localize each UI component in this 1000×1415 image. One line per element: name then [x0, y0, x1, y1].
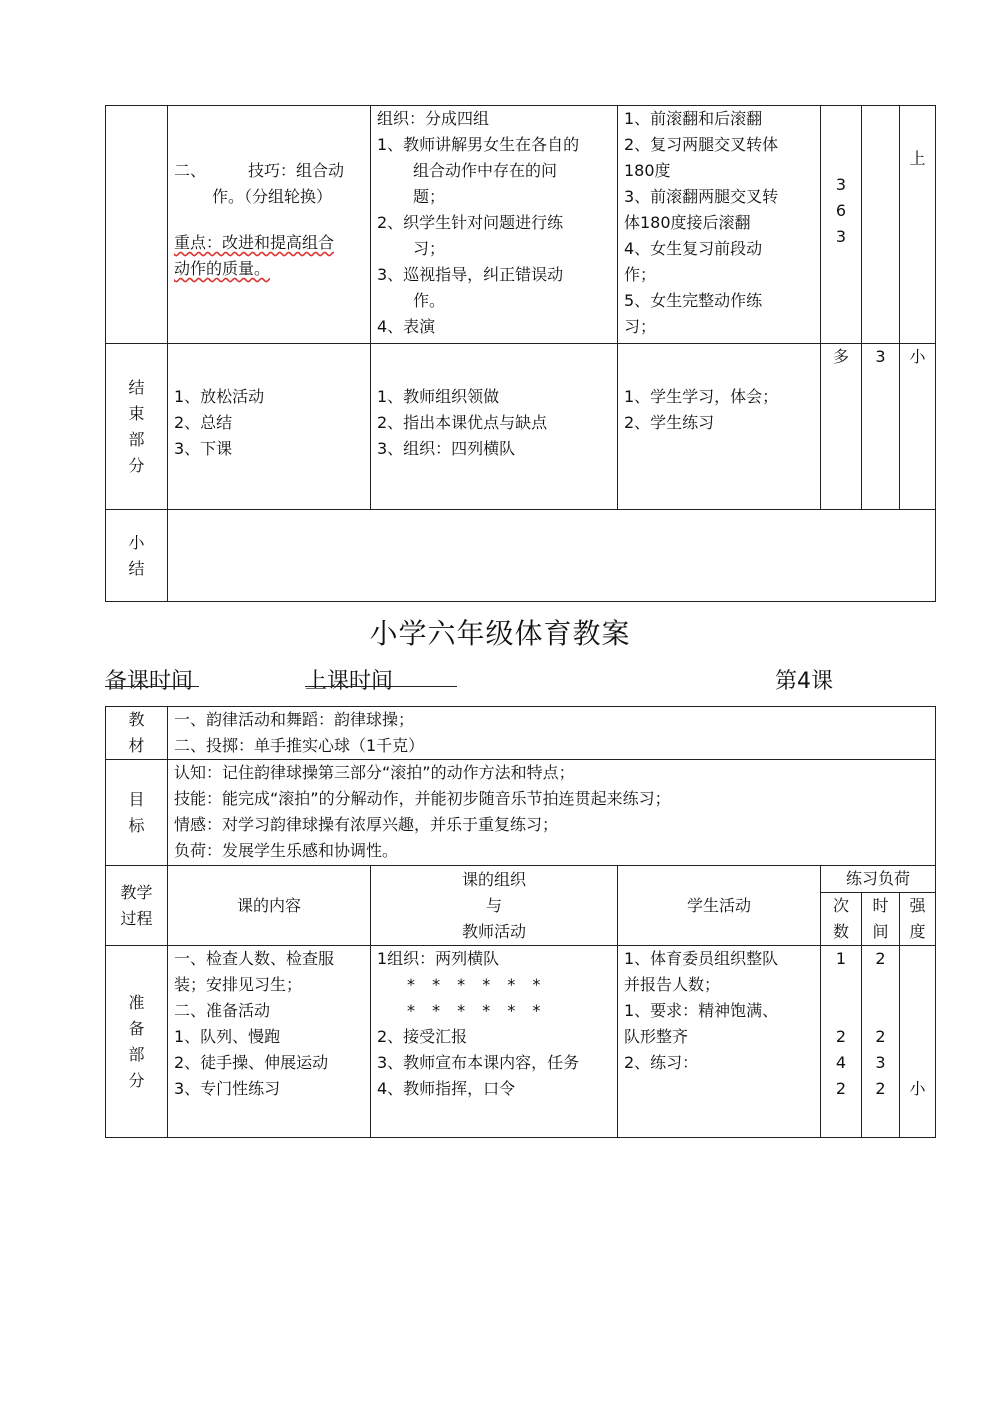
content-cell: 一、检查人数、检查服 装；安排见习生； 二、准备活动 1、队列、慢跑 2、徒手操、伸展运动 3、专门性练习 [168, 946, 371, 1138]
time-cell: 3 [862, 344, 900, 510]
table-row [106, 760, 936, 866]
page-title: 小学六年级体育教案 [369, 617, 631, 650]
count-cell: 多 [821, 344, 862, 510]
org-cell: 组织：分成四组 1、教师讲解男女生在各自的 组合动作中存在的问 题； 2、织学生针对问题进行练 习； 3、巡视指导，纠正错误动 作。 4、表演 [371, 106, 618, 344]
prep-time-blank [105, 664, 199, 687]
lesson-plan-table [105, 706, 936, 1138]
class-time-blank [305, 664, 457, 687]
col-count: 次 数 [821, 893, 862, 946]
table-row [106, 707, 936, 760]
content-cell: 二、 技巧：组合动 作。（分组轮换） 重点：改进和提高组合 动作的质量。 [168, 106, 371, 344]
activity-cell: 1、前滚翻和后滚翻 2、复习两腿交叉转体 180度 3、前滚翻两腿交叉转 体180度接后滚翻 4、女生复习前段动 作； 5、女生完整动作练 习； [618, 106, 821, 344]
materials-label: 教 材 [106, 707, 168, 760]
process-label: 教学 过程 [106, 866, 168, 946]
intensity-cell: 上 [900, 106, 936, 344]
top-lesson-table [105, 105, 936, 602]
goals-label: 目 标 [106, 760, 168, 866]
org-cell: 1组织：两列横队 * * * * * * * * * * * * 2、接受汇报 3、教师宣布本课内容，任务 4、教师指挥，口令 [371, 946, 618, 1138]
table-row [106, 510, 936, 602]
intensity-cell: 小 [900, 946, 936, 1138]
col-time: 时 间 [862, 893, 900, 946]
table-row [106, 946, 936, 1138]
summary-cell [168, 510, 936, 602]
activity-cell: 1、学生学习，体会； 2、学生练习 [618, 344, 821, 510]
col-org: 课的组织 与 教师活动 [371, 866, 618, 946]
lesson-number: 第4课 [775, 669, 833, 694]
col-activity: 学生活动 [618, 866, 821, 946]
intensity-cell: 小 [900, 344, 936, 510]
table-row [106, 106, 936, 344]
materials-cell: 一、韵律活动和舞蹈：韵律球操； 二、投掷：单手推实心球（1千克） [168, 707, 936, 760]
time-cell [862, 106, 900, 344]
content-cell: 1、放松活动 2、总结 3、下课 [168, 344, 371, 510]
summary-label-cell: 小 结 [106, 510, 168, 602]
section-cell: 结 束 部 分 [106, 344, 168, 510]
count-cell: 1 2 4 2 [821, 946, 862, 1138]
col-content: 课的内容 [168, 866, 371, 946]
activity-cell: 1、体育委员组织整队 并报告人数； 1、要求：精神饱满、 队形整齐 2、练习： [618, 946, 821, 1138]
header-row [106, 866, 936, 893]
col-intensity: 强 度 [900, 893, 936, 946]
section-cell: 准 备 部 分 [106, 946, 168, 1138]
goals-cell: 认知：记住韵律球操第三部分“滚拍”的动作方法和特点； 技能：能完成“滚拍”的分解动作，并能初步随音乐节拍连贯起来练习； 情感：对学习韵律球操有浓厚兴趣，并乐于重复练习； 负荷：发展学生乐感和协调性。 [168, 760, 936, 866]
col-load: 练习负荷 [821, 866, 936, 893]
time-cell: 2 2 3 2 [862, 946, 900, 1138]
table-row [106, 344, 936, 510]
count-cell: 3 6 3 [821, 106, 862, 344]
org-cell: 1、教师组织领做 2、指出本课优点与缺点 3、组织：四列横队 [371, 344, 618, 510]
section-cell [106, 106, 168, 344]
